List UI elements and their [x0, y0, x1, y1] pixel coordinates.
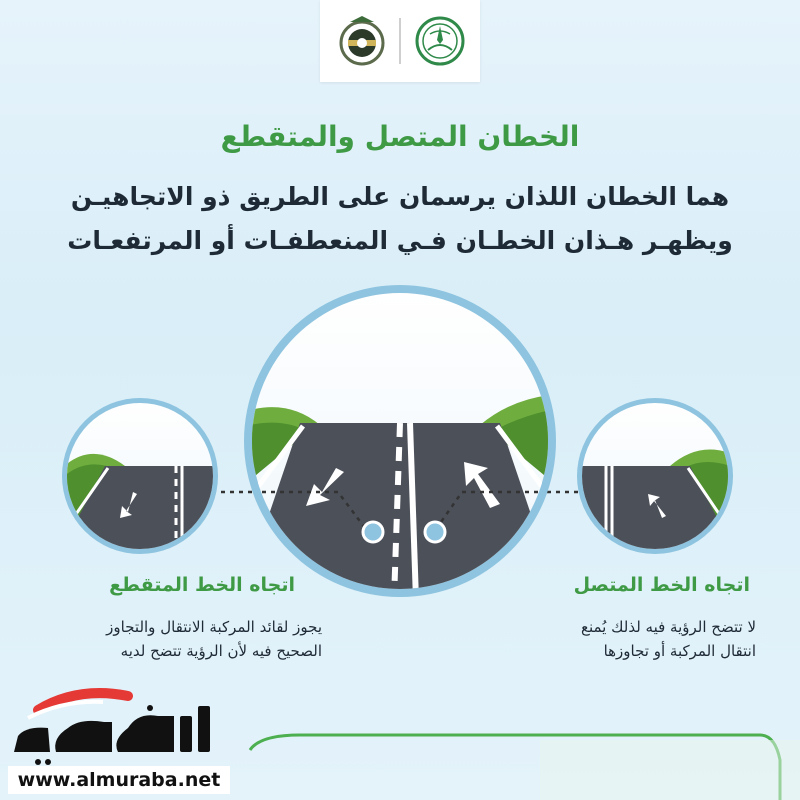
dashed-line-circle	[60, 398, 220, 554]
solid-caption-line-1: لا تتضح الرؤية فيه لذلك يُمنع	[580, 618, 756, 636]
solid-marker-dot	[425, 522, 445, 542]
solid-caption-line-2: انتقال المركبة أو تجاوزها	[603, 642, 756, 660]
description-line-2: ويظهـر هـذان الخطـان فـي المنعطفـات أو المرتفعـات	[67, 226, 733, 255]
dashed-caption-line-1: يجوز لقائد المركبة الانتقال والتجاوز	[106, 618, 322, 636]
solid-caption-text	[581, 615, 756, 663]
website-url: www.almuraba.net	[8, 766, 230, 794]
page-title: الخطان المتصل والمتقطع	[220, 120, 580, 153]
solid-line-circle	[575, 398, 735, 554]
dashed-caption-text	[106, 615, 322, 663]
dashed-marker-dot	[363, 522, 383, 542]
center-road-circle	[240, 285, 560, 600]
description-line-1: هما الخطان اللذان يرسمان على الطريق ذو الاتجاهيـن	[70, 182, 730, 211]
almuraba-logo	[8, 688, 238, 766]
dashed-caption-line-2: الصحيح فيه لأن الرؤية تتضح لديه	[120, 642, 322, 660]
dashed-caption-title: اتجاه الخط المتقطع	[109, 574, 295, 596]
solid-caption-title: اتجاه الخط المتصل	[573, 574, 750, 596]
